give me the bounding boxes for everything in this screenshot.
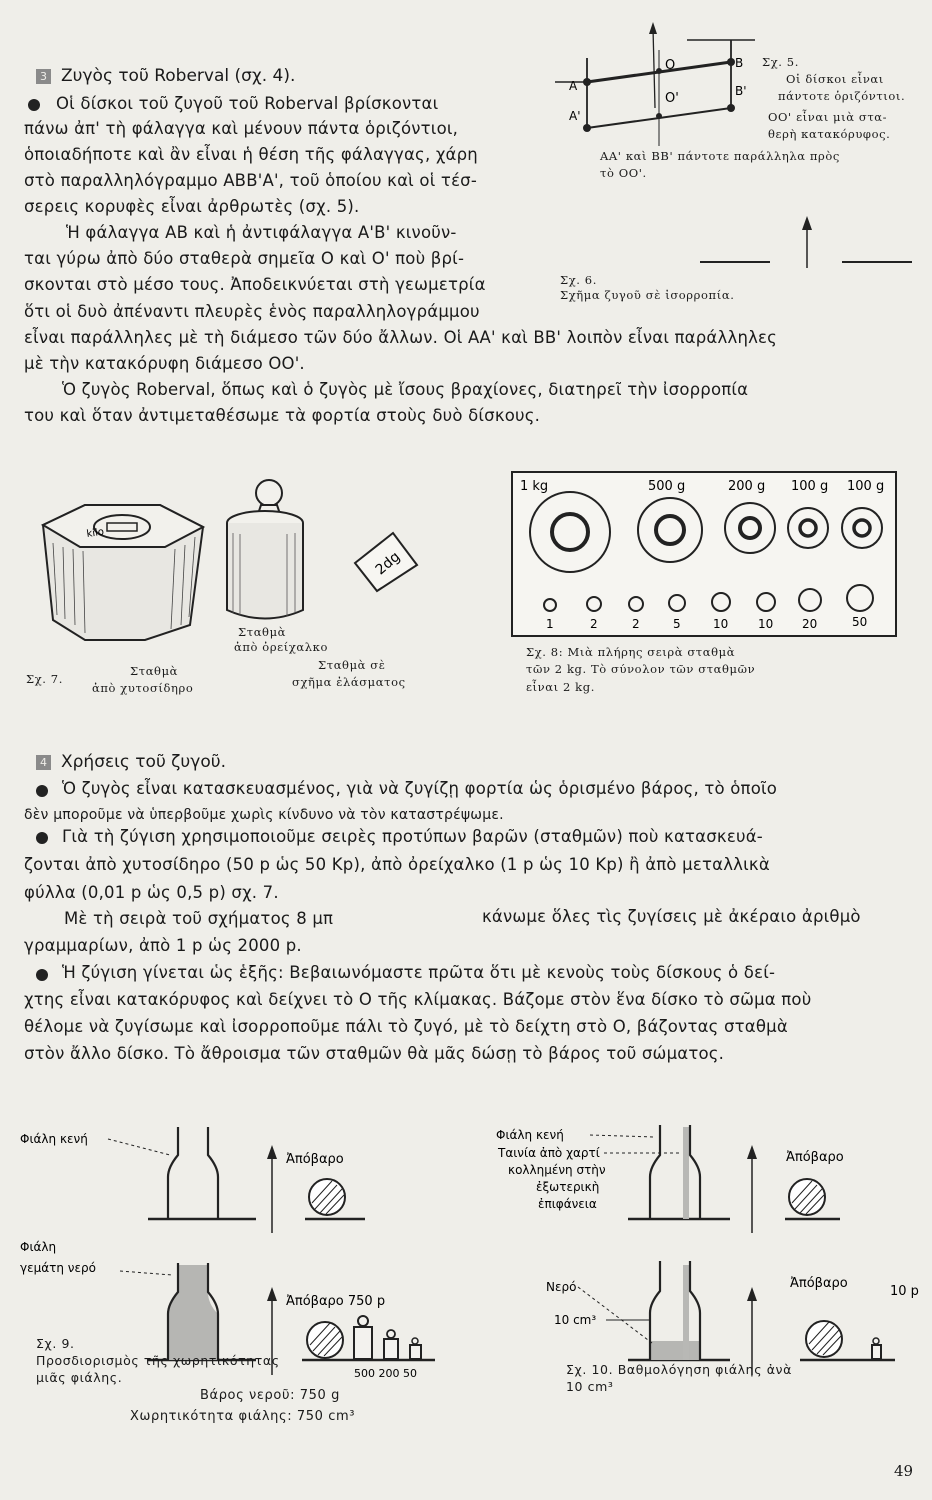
caption-line: εἶναι 2 kg. bbox=[526, 680, 595, 694]
fig5-diagram bbox=[555, 18, 755, 153]
caption-line: Σταθμὰ bbox=[130, 664, 179, 678]
fig5-joint bbox=[583, 78, 591, 86]
caption-line: ἀπὸ χυτοσίδηρο bbox=[92, 681, 194, 695]
weight-1kg bbox=[552, 514, 588, 550]
fig10-label: ἐπιφάνεια bbox=[538, 1197, 597, 1211]
text-line: εἶναι παράλληλες μὲ τὴ διάμεσο τῶν δύο ἄλλων. Οἱ ΑΑ' καὶ ΒΒ' λοιπὸν εἶναι παράλληλες bbox=[24, 328, 778, 347]
section-3-heading bbox=[36, 66, 295, 86]
text-line: στὸ παραλληλόγραμμο ΑΒΒ'Α', τοῦ ὁποίου καὶ οἱ τέσ- bbox=[24, 171, 477, 190]
weight-50 bbox=[410, 1345, 421, 1359]
caption-line: Οἱ δίσκοι εἶναι bbox=[786, 72, 884, 86]
fig5-label: Ο' bbox=[665, 91, 679, 106]
fig5-label: Ο bbox=[665, 58, 676, 73]
fig9-label: Ἀπόβαρο 750 p bbox=[286, 1294, 386, 1309]
fig10-label: Ἀπόβαρο bbox=[790, 1276, 848, 1291]
weight-label: 2 bbox=[590, 617, 598, 631]
weight-500 bbox=[354, 1327, 372, 1359]
text-line: Ἡ φάλαγγα ΑΒ καὶ ἡ ἀντιφάλαγγα Α'Β' κινοῦν- bbox=[66, 223, 457, 242]
weight-10 bbox=[872, 1345, 881, 1359]
weight-label: 2 bbox=[632, 617, 640, 631]
fig10-label: Ταινία ἀπὸ χαρτί bbox=[498, 1146, 600, 1160]
weight-label: 200 g bbox=[728, 479, 766, 494]
weight-50g bbox=[847, 585, 873, 611]
fig9-label: Φιάλη κενή bbox=[20, 1132, 88, 1146]
fig10-label: ἐξωτερικὴ bbox=[536, 1180, 600, 1194]
text-line: Οἱ δίσκοι τοῦ ζυγοῦ τοῦ Roberval βρίσκονται bbox=[56, 94, 439, 113]
caption-line: τὸ ΟΟ'. bbox=[600, 166, 647, 180]
weight-100g bbox=[800, 520, 816, 536]
weight-label: 10 bbox=[713, 617, 729, 631]
sheet-weight bbox=[355, 533, 417, 591]
text-line: μὲ τὴν κατακόρυφη διάμεσο ΟΟ'. bbox=[24, 354, 305, 373]
caption-line: μιᾶς φιάλης. bbox=[36, 1370, 123, 1385]
weight-100g bbox=[854, 520, 870, 536]
text-line: σκονται στὸ μέσο τους. Ἀποδεικνύεται στὴ γεωμετρία bbox=[24, 275, 486, 294]
text-line: δὲν μποροῦμε νὰ ὑπερβοῦμε χωρὶς κίνδυνο νὰ τὸν καταστρέψωμε. bbox=[24, 807, 504, 823]
page-number: 49 bbox=[894, 1462, 914, 1480]
sheet-weight-tag: 2dg bbox=[372, 548, 404, 579]
fig9-label: Φιάλη bbox=[20, 1240, 57, 1254]
fig9-label: 500 200 50 bbox=[354, 1367, 417, 1380]
caption-line: Προσδιορισμὸς τῆς χωρητικότητας bbox=[36, 1353, 280, 1368]
caption-line: Σχῆμα ζυγοῦ σὲ ἰσορροπία. bbox=[560, 288, 735, 302]
fig10-water-scale bbox=[628, 1261, 895, 1375]
fig7-illustration bbox=[25, 465, 425, 645]
caption-line: ΑΑ' καὶ ΒΒ' πάντοτε παράλληλα πρὸς bbox=[600, 149, 840, 163]
weight-stamp: kilo bbox=[85, 526, 105, 540]
fig10-label: Φιάλη κενή bbox=[496, 1128, 564, 1142]
bottle-water bbox=[168, 1265, 218, 1360]
fig9-label: γεμάτη νερό bbox=[20, 1261, 96, 1275]
caption-line: πάντοτε ὁριζόντιοι. bbox=[778, 89, 906, 103]
fig10-label: κολλημένη στὴν bbox=[508, 1163, 606, 1177]
fig5-pivot-o2 bbox=[656, 113, 662, 119]
brass-weight bbox=[227, 480, 303, 619]
text-line: πάνω ἀπ' τὴ φάλαγγα καὶ μένουν πάντα ὁριζόντιοι, bbox=[24, 119, 459, 138]
tare-ball bbox=[789, 1179, 825, 1215]
fig10-label: 10 cm³ bbox=[554, 1313, 597, 1327]
tare-ball bbox=[309, 1179, 345, 1215]
section-3-title: Ζυγὸς τοῦ Roberval (σχ. 4). bbox=[61, 66, 296, 86]
fig5-label: Β' bbox=[735, 84, 747, 98]
caption-line: Βάρος νεροῦ: 750 g bbox=[200, 1388, 340, 1403]
fig5-label: Β bbox=[735, 56, 744, 70]
fig7-label: Σχ. 7. bbox=[26, 672, 63, 686]
fig5-pointer bbox=[653, 28, 655, 108]
caption-line: Σχ. 8: Μιὰ πλήρης σειρὰ σταθμὰ bbox=[526, 645, 736, 659]
fig9-label: Ἀπόβαρο bbox=[286, 1152, 344, 1167]
bullet-icon bbox=[36, 969, 48, 981]
text-line: θέλομε νὰ ζυγίσωμε καὶ ἰσορροποῦμε πάλι τὸ ζυγό, μὲ τὸ δείχτη στὸ Ο, βάζοντας σταθμὰ bbox=[24, 1017, 788, 1036]
bottle-empty bbox=[650, 1125, 700, 1219]
weight-label: 100 g bbox=[791, 479, 829, 494]
bullet-icon bbox=[36, 832, 48, 844]
fig10-label: Ἀπόβαρο bbox=[786, 1150, 844, 1165]
weight-10g bbox=[712, 593, 730, 611]
weight-200g bbox=[740, 518, 760, 538]
caption-line: σχῆμα ἐλάσματος bbox=[292, 675, 406, 689]
weight-label: 20 bbox=[802, 617, 818, 631]
arrow-up-icon bbox=[267, 1287, 277, 1301]
text-line: ὁποιαδήποτε καὶ ἂν εἶναι ἡ θέση τῆς φάλαγγας, χάρη bbox=[24, 145, 478, 164]
weight-200 bbox=[384, 1339, 398, 1359]
bottle-empty bbox=[168, 1127, 218, 1219]
weight-label: 1 kg bbox=[520, 479, 549, 494]
weight-label: 10 bbox=[758, 617, 774, 631]
weight-label: 100 g bbox=[847, 479, 885, 494]
caption-line: τῶν 2 kg. Τὸ σύνολον τῶν σταθμῶν bbox=[526, 662, 756, 676]
caption-line: Σχ. 5. bbox=[762, 55, 799, 69]
arrow-up-icon bbox=[747, 1287, 757, 1301]
weight-2g bbox=[587, 597, 601, 611]
cast-iron-weight bbox=[43, 505, 203, 640]
section-number-box: 3 bbox=[36, 69, 51, 84]
text-line: ζονται ἀπὸ χυτοσίδηρο (50 p ὡς 50 Kp), ἀπὸ ὀρείχαλκο (1 p ὡς 10 Kp) ἢ ἀπὸ μεταλλικὰ bbox=[24, 855, 770, 874]
section-number-box: 4 bbox=[36, 755, 51, 770]
weight-20g bbox=[799, 589, 821, 611]
caption-line: Σχ. 10. Βαθμολόγηση φιάλης ἀνὰ bbox=[566, 1362, 792, 1377]
caption-line: 10 cm³ bbox=[566, 1379, 614, 1394]
fig5-label: Α' bbox=[569, 109, 581, 123]
bullet-icon bbox=[36, 785, 48, 797]
caption-line: ἀπὸ ὀρείχαλκο bbox=[234, 640, 328, 654]
weight-label: 1 bbox=[546, 617, 554, 631]
text-line: Ὁ ζυγὸς εἶναι κατασκευασμένος, γιὰ νὰ ζυγίζῃ φορτία ὡς ὁρισμένο βάρος, τὸ ὁποῖο bbox=[62, 779, 778, 798]
arrow-up-icon bbox=[802, 216, 812, 230]
section-4-title: Χρήσεις τοῦ ζυγοῦ. bbox=[61, 752, 226, 772]
weight-2g bbox=[629, 597, 643, 611]
weight-1g bbox=[544, 599, 556, 611]
text-line: χτης εἶναι κατακόρυφος καὶ δείχνει τὸ Ο τῆς κλίμακας. Βάζομε στὸν ἕνα δίσκο τὸ σῶμα ποὺ bbox=[24, 990, 812, 1009]
caption-line: θερὴ κατακόρυφος. bbox=[768, 127, 891, 141]
text-line: Ἡ ζύγιση γίνεται ὡς ἑξῆς: Βεβαιωνόμαστε πρῶτα ὅτι μὲ κενοὺς τοὺς δίσκους ὁ δεί- bbox=[62, 963, 776, 982]
fig5-joint bbox=[727, 104, 735, 112]
fig5-joint bbox=[727, 58, 735, 66]
bottle-water bbox=[651, 1341, 699, 1360]
fig10-label: 10 p bbox=[890, 1284, 919, 1299]
fig9-empty-scale bbox=[148, 1127, 365, 1233]
text-line: του καὶ ὅταν ἀντιμεταθέσωμε τὰ φορτία στοὺς δυὸ δίσκους. bbox=[24, 406, 541, 425]
fig5-joint bbox=[583, 124, 591, 132]
fig10-empty-scale bbox=[628, 1125, 840, 1233]
weight-500g bbox=[656, 516, 684, 544]
arrow-up-icon bbox=[747, 1145, 757, 1159]
caption-line: Σχ. 9. bbox=[36, 1336, 75, 1351]
text-line: σερεις κορυφὲς εἶναι ἀρθρωτὲς (σχ. 5). bbox=[24, 197, 360, 216]
caption-line: Σταθμὰ σὲ bbox=[318, 658, 386, 672]
section-4-heading bbox=[36, 752, 226, 772]
caption-line: Σταθμὰ bbox=[238, 625, 287, 639]
text-line: κάνωμε ὅλες τὶς ζυγίσεις μὲ ἀκέραιο ἀριθμὸ bbox=[482, 907, 861, 926]
text-line: φύλλα (0,01 p ὡς 0,5 p) σχ. 7. bbox=[24, 883, 279, 902]
weight-label: 5 bbox=[673, 617, 681, 631]
paper-tape bbox=[683, 1127, 689, 1219]
weight-10g bbox=[757, 593, 775, 611]
text-line: ται γύρω ἀπὸ δύο σταθερὰ σημεῖα Ο καὶ Ο' ποὺ βρί- bbox=[24, 249, 465, 268]
paper-tape bbox=[683, 1265, 689, 1360]
caption-line: ΟΟ' εἶναι μιὰ στα- bbox=[768, 110, 888, 124]
text-line: γραμμαρίων, ἀπὸ 1 p ὡς 2000 p. bbox=[24, 936, 302, 955]
caption-line: Σχ. 6. bbox=[560, 273, 597, 287]
tare-ball bbox=[307, 1322, 343, 1358]
text-line: Μὲ τὴ σειρὰ τοῦ σχήματος 8 μπ bbox=[64, 909, 334, 928]
tare-ball bbox=[806, 1321, 842, 1357]
text-line: ὅτι οἱ δυὸ ἀπέναντι πλευρὲς ἑνὸς παραλληλογράμμου bbox=[24, 302, 480, 321]
text-line: Γιὰ τὴ ζύγιση χρησιμοποιοῦμε σειρὲς προτύπων βαρῶν (σταθμῶν) ποὺ κατασκευά- bbox=[62, 827, 763, 846]
fig6-diagram bbox=[700, 212, 915, 272]
weight-label: 500 g bbox=[648, 479, 686, 494]
fig5-pivot-o bbox=[656, 68, 662, 74]
caption-line: Χωρητικότητα φιάλης: 750 cm³ bbox=[130, 1409, 356, 1424]
arrow-up-icon bbox=[267, 1145, 277, 1159]
text-line: στὸν ἄλλο δίσκο. Τὸ ἄθροισμα τῶν σταθμῶν θὰ μᾶς δώσῃ τὸ βάρος τοῦ σώματος. bbox=[24, 1044, 725, 1063]
fig10-label: Νερό bbox=[546, 1280, 577, 1294]
fig8-weight-set bbox=[510, 470, 900, 640]
arrow-up-icon bbox=[649, 22, 657, 34]
weight-label: 50 bbox=[852, 615, 868, 629]
bullet-icon bbox=[28, 99, 40, 111]
fig5-label: Α bbox=[569, 79, 578, 93]
weight-5g bbox=[669, 595, 685, 611]
text-line: Ὁ ζυγὸς Roberval, ὅπως καὶ ὁ ζυγὸς μὲ ἴσους βραχίονες, διατηρεῖ τὴν ἰσορροπία bbox=[62, 380, 749, 399]
